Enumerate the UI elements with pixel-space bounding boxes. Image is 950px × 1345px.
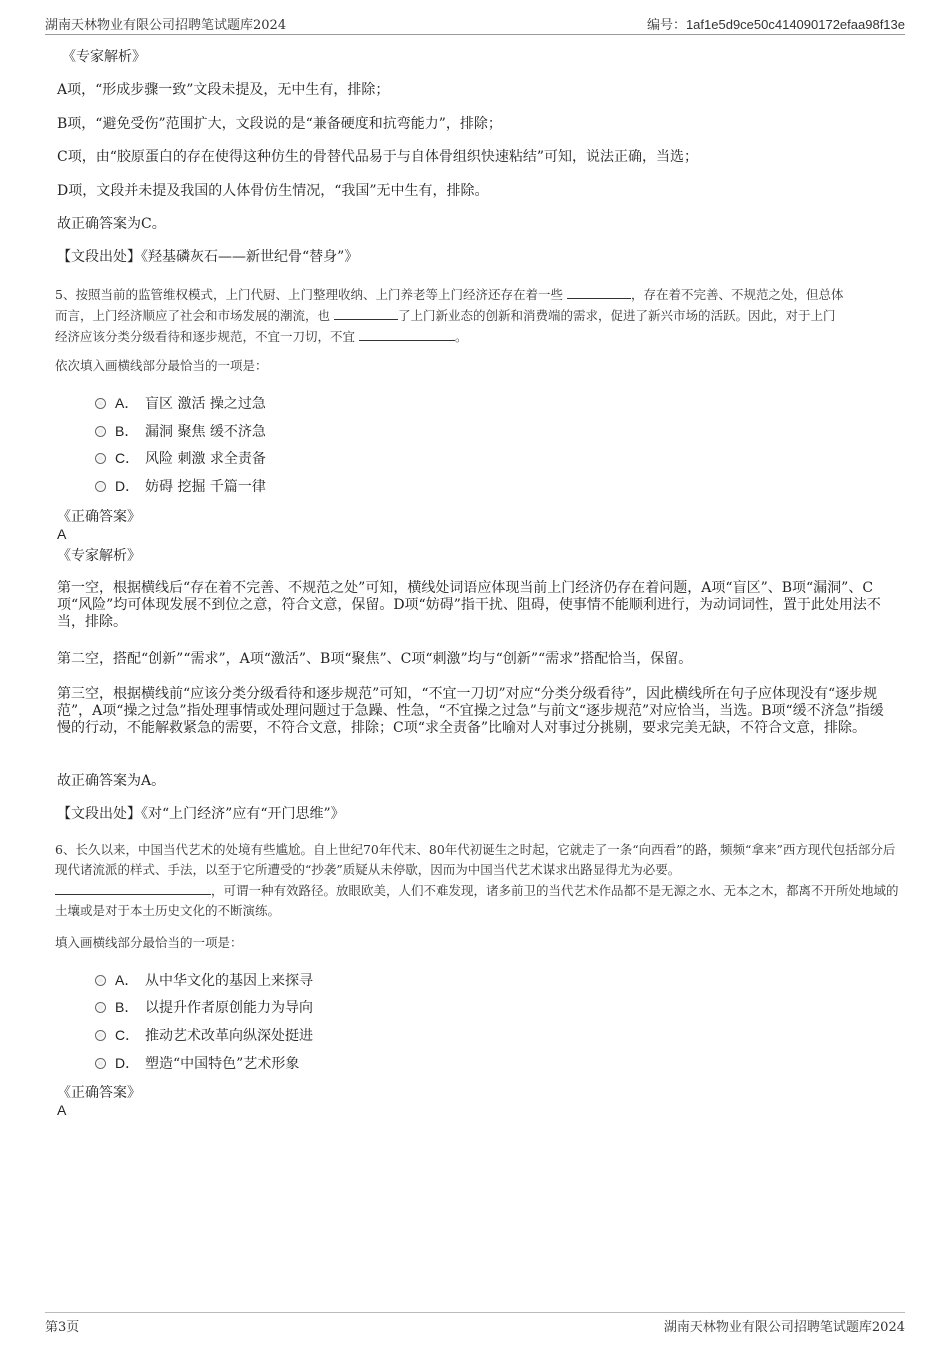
q5-blank-3 xyxy=(359,326,455,341)
q6-prompt: 填入画横线部分最恰当的一项是： xyxy=(55,935,243,950)
q6-option-a[interactable]: A． 从中华文化的基因上来探寻 xyxy=(95,970,313,990)
q5-blank-2 xyxy=(334,305,398,320)
q6-option-b[interactable]: B． 以提升作者原创能力为导向 xyxy=(95,997,313,1017)
radio-icon[interactable] xyxy=(95,398,106,409)
q5-conclusion: 故正确答案为A。 xyxy=(57,773,166,789)
page-footer xyxy=(45,1312,905,1336)
radio-icon[interactable] xyxy=(95,453,106,464)
radio-icon[interactable] xyxy=(95,1030,106,1041)
page-header xyxy=(45,14,905,35)
header-title: 湖南天林物业有限公司招聘笔试题库2024 xyxy=(45,18,287,33)
q5-analysis-1: 第一空，根据横线后“存在着不完善、不规范之处”可知，横线处词语应体现当前上门经济仍存在着问题，A项“盲区”、B项“漏洞”、C项“风险”均可体现发展不到位之意，符合文意，保留。D项“妨碍”指干扰、阻碍，使事情不能顺利进行，为动词词性，置于此处用法不当，排除。 xyxy=(57,580,881,630)
radio-icon[interactable] xyxy=(95,426,106,437)
q4-analysis-a: A项，“形成步骤一致”文段未提及，无中生有，排除； xyxy=(57,82,390,98)
q5-stem-line-2: 而言，上门经济顺应了社会和市场发展的潮流，也 了上门新业态的创新和消费端的需求，促进了新兴市场的活跃。因此，对于上门 xyxy=(55,305,900,326)
q5-answer-label: 《正确答案》 xyxy=(57,509,141,525)
q4-analysis-b: B项，“避免受伤”范围扩大，文段说的是“兼备硬度和抗弯能力”，排除； xyxy=(57,116,502,132)
q6-answer-label: 《正确答案》 xyxy=(57,1085,141,1101)
q5-stem-line-3: 经济应该分类分级看待和逐步规范，不宜一刀切，不宜 。 xyxy=(55,326,900,347)
q6-option-c[interactable]: C． 推动艺术改革向纵深处挺进 xyxy=(95,1025,313,1045)
q6-answer: A xyxy=(57,1102,67,1118)
q5-option-a[interactable]: A． 盲区 激活 操之过急 xyxy=(95,393,266,413)
q4-source: 【文段出处】《羟基磷灰石——新世纪骨“替身”》 xyxy=(57,249,359,265)
q5-source: 【文段出处】《对“上门经济”应有“开门思维”》 xyxy=(57,806,345,822)
q5-answer: A xyxy=(57,526,67,542)
q4-analysis-label: 《专家解析》 xyxy=(62,49,146,65)
radio-icon[interactable] xyxy=(95,481,106,492)
radio-icon[interactable] xyxy=(95,1002,106,1013)
q5-option-c[interactable]: C． 风险 刺激 求全责备 xyxy=(95,448,266,468)
q4-analysis-d: D项，文段并未提及我国的人体骨仿生情况，“我国”无中生有，排除。 xyxy=(57,183,489,199)
q5-prompt: 依次填入画横线部分最恰当的一项是： xyxy=(55,358,268,373)
q5-analysis-2: 第二空，搭配“创新”“需求”，A项“激活”、B项“聚焦”、C项“刺激”均与“创新”“需求”搭配恰当，保留。 xyxy=(57,651,693,667)
footer-title: 湖南天林物业有限公司招聘笔试题库2024 xyxy=(663,1320,905,1335)
q5-analysis-3: 第三空，根据横线前“应该分类分级看待和逐步规范”可知，“不宜一刀切”对应“分类分级看待”，因此横线所在句子应体现没有“逐步规范”，A项“操之过急”指处理事情或处理问题过于急躁、性急，“不宜操之过急”与前文“逐步规范”对应恰当，当选。B项“缓不济急”指缓慢的行动，不能解救紧急的需要，不符合文意，排除；C项“求全责备”比喻对人对事过分挑剔，要求完美无缺，不符合文意，排除。 xyxy=(57,686,884,736)
header-doc-id: 编号：1af1e5d9ce50c414090172efaa98f13e xyxy=(646,17,905,32)
q5-option-d[interactable]: D． 妨碍 挖掘 千篇一律 xyxy=(95,476,266,496)
radio-icon[interactable] xyxy=(95,1058,106,1069)
q4-conclusion: 故正确答案为C。 xyxy=(57,216,166,232)
q5-option-b[interactable]: B． 漏洞 聚焦 缓不济急 xyxy=(95,421,266,441)
q5-analysis-label: 《专家解析》 xyxy=(57,548,141,564)
q5-stem xyxy=(55,284,900,347)
q5-stem-line-1: 5、按照当前的监管维权模式，上门代厨、上门整理收纳、上门养老等上门经济还存在着一些 ，存在着不完善、不规范之处，但总体 xyxy=(55,284,900,305)
q6-option-d[interactable]: D． 塑造“中国特色”艺术形象 xyxy=(95,1053,299,1073)
q6-stem: 6、长久以来，中国当代艺术的处境有些尴尬。自上世纪70年代末、80年代初诞生之时起，它就走了一条“向西看”的路，频频“拿来”西方现代包括部分后现代诸流派的样式、手法，以至于它所遭受的“抄袭”质疑从未停歇，因而为中国当代艺术谋求出路显得尤为必要。 ，可谓一种有效路径。放眼欧美，人们不难发现，诸多前卫的当代艺术作品都不是无源之水、无本之木，都离不开所处地域的土壤或是对于本土历史文化的不断演练。 xyxy=(55,842,899,918)
radio-icon[interactable] xyxy=(95,975,106,986)
q4-analysis-c: C项，由“胶原蛋白的存在使得这种仿生的骨替代品易于与自体骨组织快速粘结”可知，说法正确，当选； xyxy=(57,149,699,165)
q5-blank-1 xyxy=(567,284,631,299)
page-number: 第3页 xyxy=(45,1320,80,1335)
q6-blank xyxy=(55,880,211,895)
